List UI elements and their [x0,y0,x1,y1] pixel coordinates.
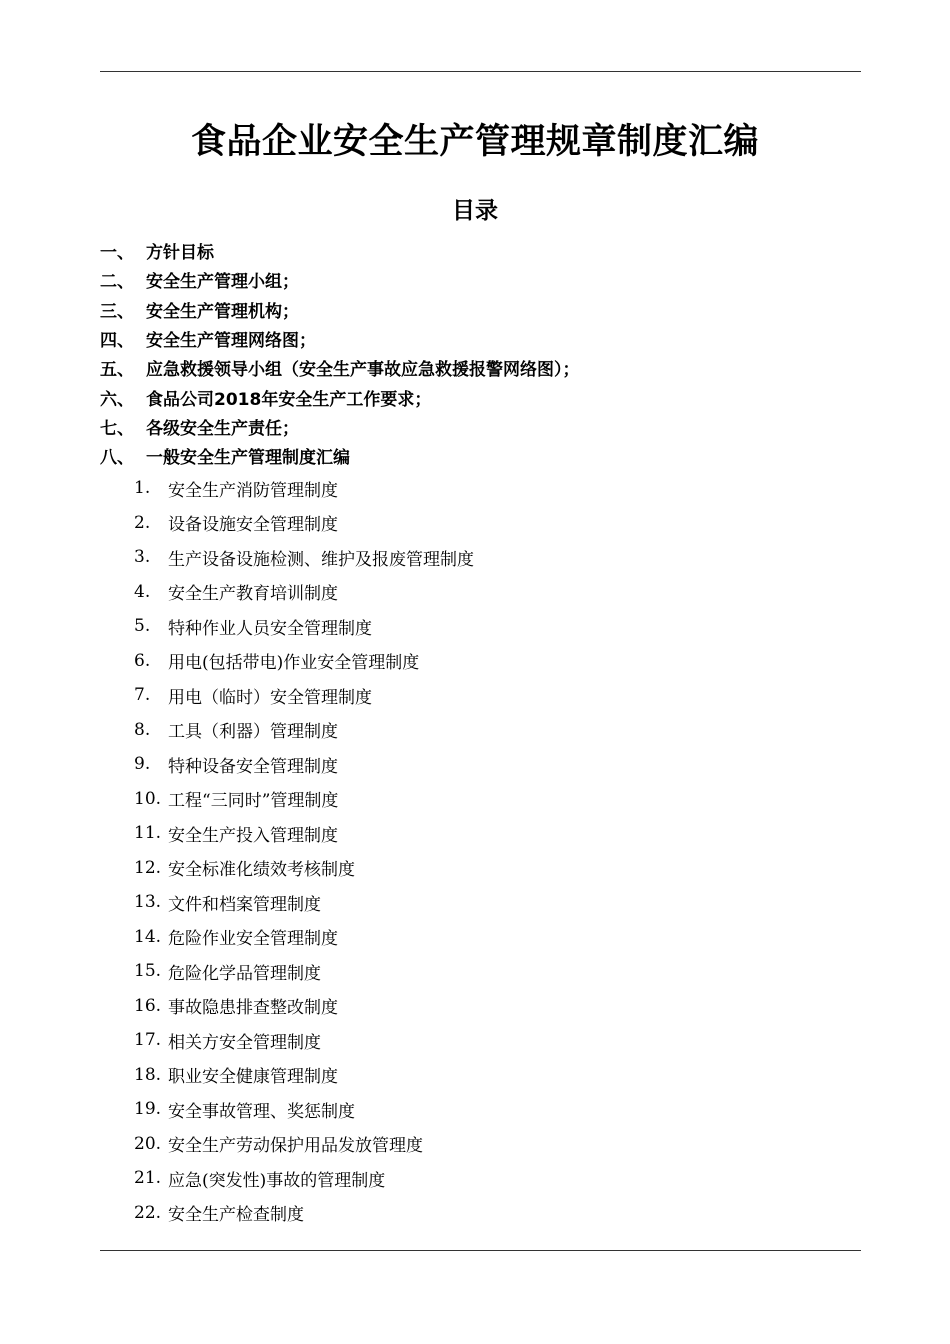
toc-section-item [100,353,860,382]
toc-subsection-item [134,471,854,506]
section-text: 食品公司2018年安全生产工作要求； [146,389,432,410]
subsection-number: 3. [134,547,151,568]
subsection-text: 特种作业人员安全管理制度 [168,618,372,639]
toc-subsection-item [134,782,854,817]
subsection-number: 13. [134,892,162,913]
toc-subsection-item [134,609,854,644]
toc-subsection-item [134,1127,854,1162]
toc-subsection-item [134,954,854,989]
subsection-text: 文件和档案管理制度 [168,894,321,915]
subsection-number: 19. [134,1099,162,1120]
toc-subsection-item [134,920,854,955]
section-text: 安全生产管理机构； [146,301,299,322]
subsection-number: 7. [134,685,151,706]
toc-subsection-item [134,747,854,782]
section-number: 八、 [100,448,134,469]
subsection-number: 1. [134,478,151,499]
toc-subsection-item [134,1196,854,1231]
section-number: 五、 [100,360,134,381]
section-text: 安全生产管理网络图； [146,331,316,352]
section-number: 四、 [100,331,134,352]
subsection-text: 危险作业安全管理制度 [168,929,338,950]
toc-heading: 目录 [452,198,498,224]
subsection-number: 15. [134,961,162,982]
subsection-text: 工程“三同时”管理制度 [168,791,339,812]
toc-subsection-item [134,1161,854,1196]
subsection-text: 事故隐患排查整改制度 [168,998,338,1019]
section-number: 二、 [100,272,134,293]
footer-rule [100,1250,861,1251]
toc-subsection-item [134,644,854,679]
section-number: 一、 [100,243,134,264]
toc-subsection-item [134,1023,854,1058]
subsection-number: 14. [134,926,162,947]
subsection-text: 安全生产检查制度 [168,1205,304,1226]
toc-subsection-item [134,885,854,920]
toc-subsection-item [134,506,854,541]
subsection-number: 6. [134,650,151,671]
subsection-number: 18. [134,1064,162,1085]
section-text: 安全生产管理小组； [146,272,299,293]
toc-subsection-item [134,678,854,713]
toc-subsection-item [134,851,854,886]
subsection-text: 安全事故管理、奖惩制度 [168,1101,355,1122]
section-text: 应急救援领导小组（安全生产事故应急救援报警网络图）； [146,360,580,381]
document-title: 食品企业安全生产管理规章制度汇编 [190,122,759,162]
subsection-text: 设备设施安全管理制度 [168,515,338,536]
subsection-number: 11. [134,823,162,844]
toc-subsection-item [134,1092,854,1127]
section-text: 各级安全生产责任； [146,418,299,439]
toc-subsection-item [134,816,854,851]
subsection-text: 安全生产投入管理制度 [168,825,338,846]
toc-section-item [100,441,860,470]
subsection-number: 22. [134,1202,162,1223]
toc-section-list [100,236,860,470]
toc-section-item [100,412,860,441]
subsection-number: 9. [134,754,151,775]
section-text: 一般安全生产管理制度汇编 [146,448,350,469]
subsection-number: 5. [134,616,151,637]
toc-subsection-item [134,713,854,748]
toc-section-item [100,382,860,411]
subsection-text: 用电(包括带电)作业安全管理制度 [168,653,420,674]
subsection-text: 安全生产劳动保护用品发放管理度 [168,1136,423,1157]
subsection-number: 4. [134,581,151,602]
section-number: 六、 [100,389,134,410]
toc-section-item [100,295,860,324]
subsection-number: 20. [134,1133,162,1154]
toc-subsection-item [134,540,854,575]
subsection-text: 用电（临时）安全管理制度 [168,687,372,708]
toc-subsection-list [134,471,854,1230]
section-number: 七、 [100,418,134,439]
subsection-text: 危险化学品管理制度 [168,963,321,984]
subsection-number: 17. [134,1030,162,1051]
toc-section-item [100,265,860,294]
subsection-number: 12. [134,857,162,878]
subsection-number: 16. [134,995,162,1016]
subsection-text: 职业安全健康管理制度 [168,1067,338,1088]
subsection-number: 8. [134,719,151,740]
toc-section-item [100,324,860,353]
toc-section-item [100,236,860,265]
subsection-text: 应急(突发性)事故的管理制度 [168,1170,386,1191]
toc-subsection-item [134,1058,854,1093]
subsection-number: 10. [134,788,162,809]
header-rule [100,71,861,72]
subsection-text: 安全生产消防管理制度 [168,480,338,501]
subsection-text: 生产设备设施检测、维护及报废管理制度 [168,549,474,570]
toc-subsection-item [134,575,854,610]
subsection-text: 安全标准化绩效考核制度 [168,860,355,881]
subsection-number: 21. [134,1168,162,1189]
subsection-text: 相关方安全管理制度 [168,1032,321,1053]
section-text: 方针目标 [146,243,214,264]
subsection-text: 工具（利器）管理制度 [168,722,338,743]
section-number: 三、 [100,301,134,322]
subsection-text: 特种设备安全管理制度 [168,756,338,777]
toc-subsection-item [134,989,854,1024]
subsection-number: 2. [134,512,151,533]
subsection-text: 安全生产教育培训制度 [168,584,338,605]
